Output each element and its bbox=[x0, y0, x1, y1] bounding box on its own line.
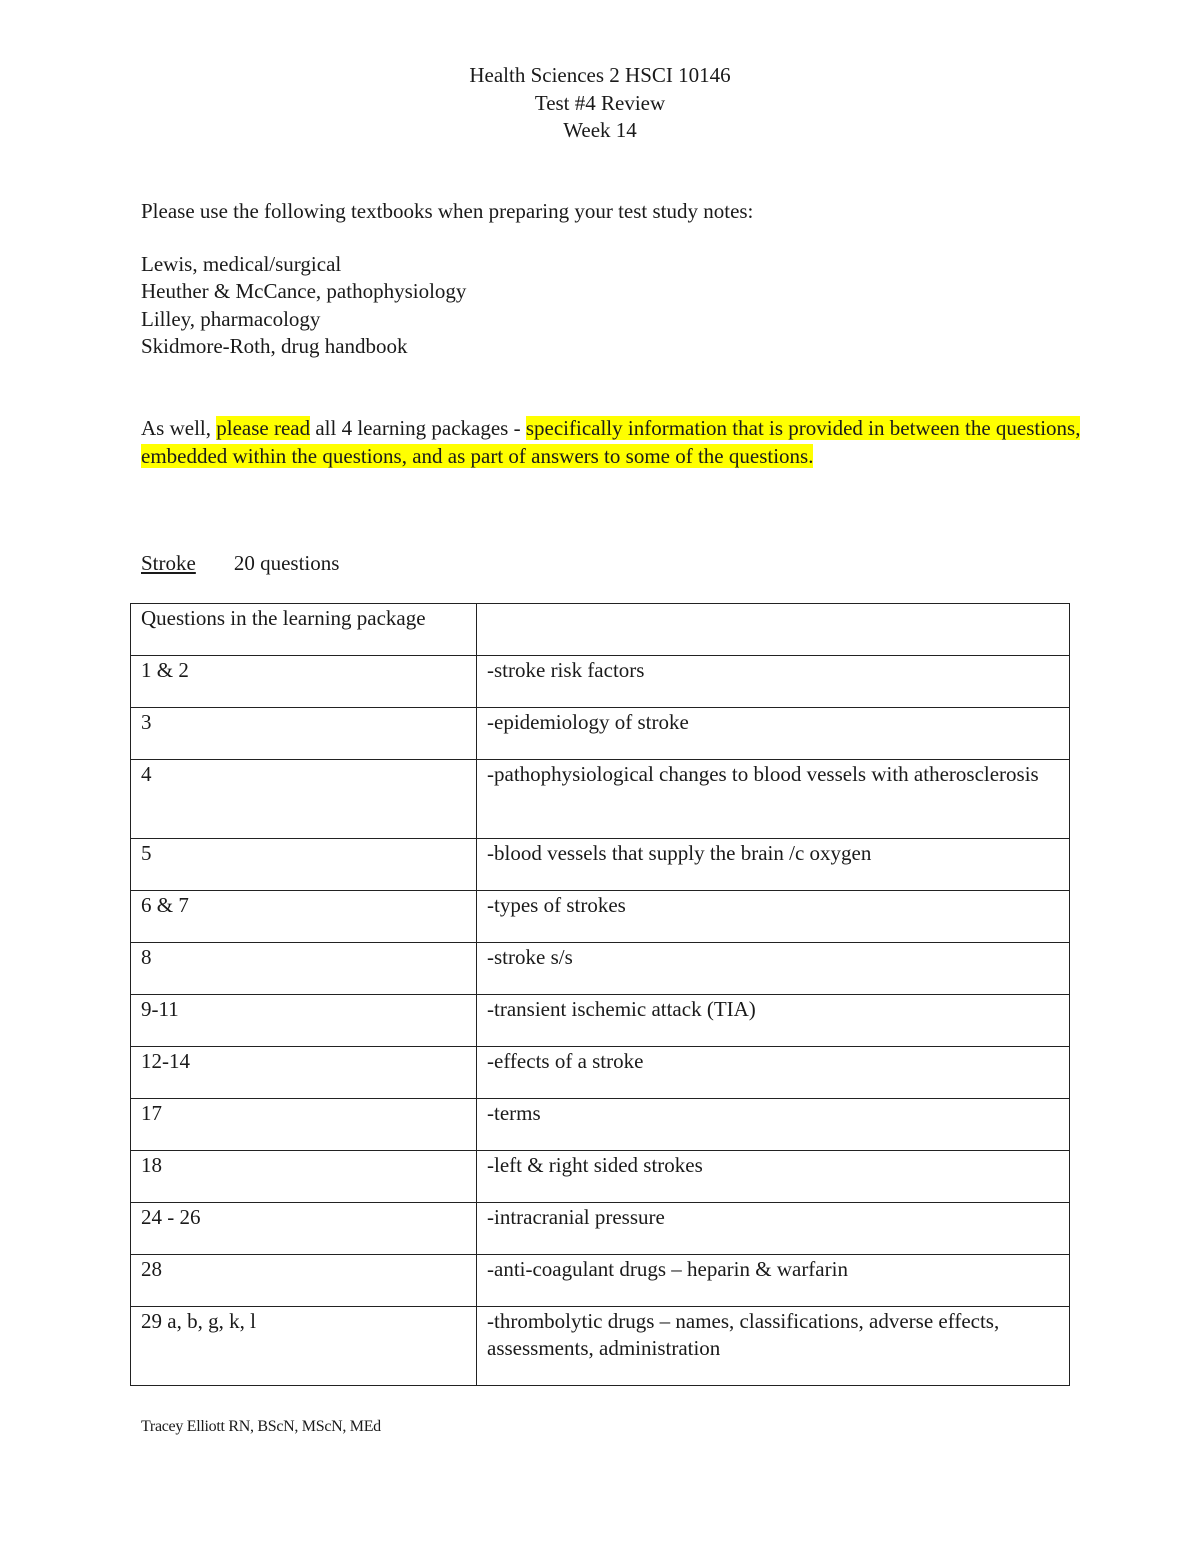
test-title: Test #4 Review bbox=[534, 90, 666, 115]
textbook-item: Lewis, medical/surgical bbox=[141, 252, 342, 276]
document-header bbox=[0, 62, 1200, 145]
topic-cell: -epidemiology of stroke bbox=[477, 708, 1070, 760]
intro-text: Please use the following textbooks when preparing your test study notes: bbox=[141, 199, 754, 223]
author-footer: Tracey Elliott RN, BScN, MScN, MEd bbox=[141, 1418, 381, 1435]
course-title: Health Sciences 2 HSCI 10146 bbox=[469, 63, 731, 87]
topic-cell: -terms bbox=[477, 1099, 1070, 1151]
question-cell: 5 bbox=[131, 839, 477, 891]
topic-cell: -left & right sided strokes bbox=[477, 1151, 1070, 1203]
topic-cell: -intracranial pressure bbox=[477, 1203, 1070, 1255]
note-text: all 4 learning packages - bbox=[310, 416, 526, 440]
table-row bbox=[131, 891, 1070, 943]
section-title: Stroke bbox=[141, 551, 196, 575]
question-cell: 28 bbox=[131, 1255, 477, 1307]
question-cell: 9-11 bbox=[131, 995, 477, 1047]
topic-cell: -stroke risk factors bbox=[477, 656, 1070, 708]
section-heading bbox=[141, 549, 339, 577]
topic-cell: -stroke s/s bbox=[477, 943, 1070, 995]
topics-table bbox=[130, 603, 1070, 1386]
table-row bbox=[131, 760, 1070, 839]
question-cell: 24 - 26 bbox=[131, 1203, 477, 1255]
topic-cell: -pathophysiological changes to blood vessels with atherosclerosis bbox=[477, 760, 1070, 839]
table-header-cell: Questions in the learning package bbox=[131, 604, 477, 656]
topic-cell: -thrombolytic drugs – names, classifications, adverse effects, assessments, administration bbox=[477, 1307, 1070, 1386]
question-cell: 12-14 bbox=[131, 1047, 477, 1099]
note-text: As well, bbox=[141, 416, 217, 440]
table-row bbox=[131, 943, 1070, 995]
table-row bbox=[131, 1255, 1070, 1307]
table-row bbox=[131, 1203, 1070, 1255]
table-row bbox=[131, 656, 1070, 708]
note-highlight: please read bbox=[216, 416, 311, 440]
reading-note bbox=[141, 414, 1081, 470]
question-cell: 3 bbox=[131, 708, 477, 760]
textbook-list bbox=[141, 251, 466, 360]
table-row bbox=[131, 1099, 1070, 1151]
textbook-item: Heuther & McCance, pathophysiology bbox=[141, 279, 467, 304]
table-row bbox=[131, 995, 1070, 1047]
topic-cell: -anti-coagulant drugs – heparin & warfarin bbox=[477, 1255, 1070, 1307]
topic-cell: -types of strokes bbox=[477, 891, 1070, 943]
table-header-cell bbox=[477, 604, 1070, 656]
topic-cell: -blood vessels that supply the brain /c oxygen bbox=[477, 839, 1070, 891]
table-header-row bbox=[131, 604, 1070, 656]
table-row bbox=[131, 1307, 1070, 1386]
textbook-item: Lilley, pharmacology bbox=[141, 306, 321, 331]
table-row bbox=[131, 1151, 1070, 1203]
question-cell: 4 bbox=[131, 760, 477, 839]
section-question-count: 20 questions bbox=[233, 551, 340, 575]
table-row bbox=[131, 839, 1070, 891]
table-row bbox=[131, 708, 1070, 760]
note-highlight: specifically information that is provided in between the questions, embedded within the questions, and as part of answers to some of the questions. bbox=[141, 416, 1081, 468]
question-cell: 8 bbox=[131, 943, 477, 995]
table-row bbox=[131, 1047, 1070, 1099]
question-cell: 1 & 2 bbox=[131, 656, 477, 708]
question-cell: 18 bbox=[131, 1151, 477, 1203]
week-label: Week 14 bbox=[563, 118, 637, 142]
question-cell: 6 & 7 bbox=[131, 891, 477, 943]
question-cell: 17 bbox=[131, 1099, 477, 1151]
topic-cell: -transient ischemic attack (TIA) bbox=[477, 995, 1070, 1047]
question-cell: 29 a, b, g, k, l bbox=[131, 1307, 477, 1386]
topic-cell: -effects of a stroke bbox=[477, 1047, 1070, 1099]
textbook-item: Skidmore-Roth, drug handbook bbox=[141, 333, 408, 358]
